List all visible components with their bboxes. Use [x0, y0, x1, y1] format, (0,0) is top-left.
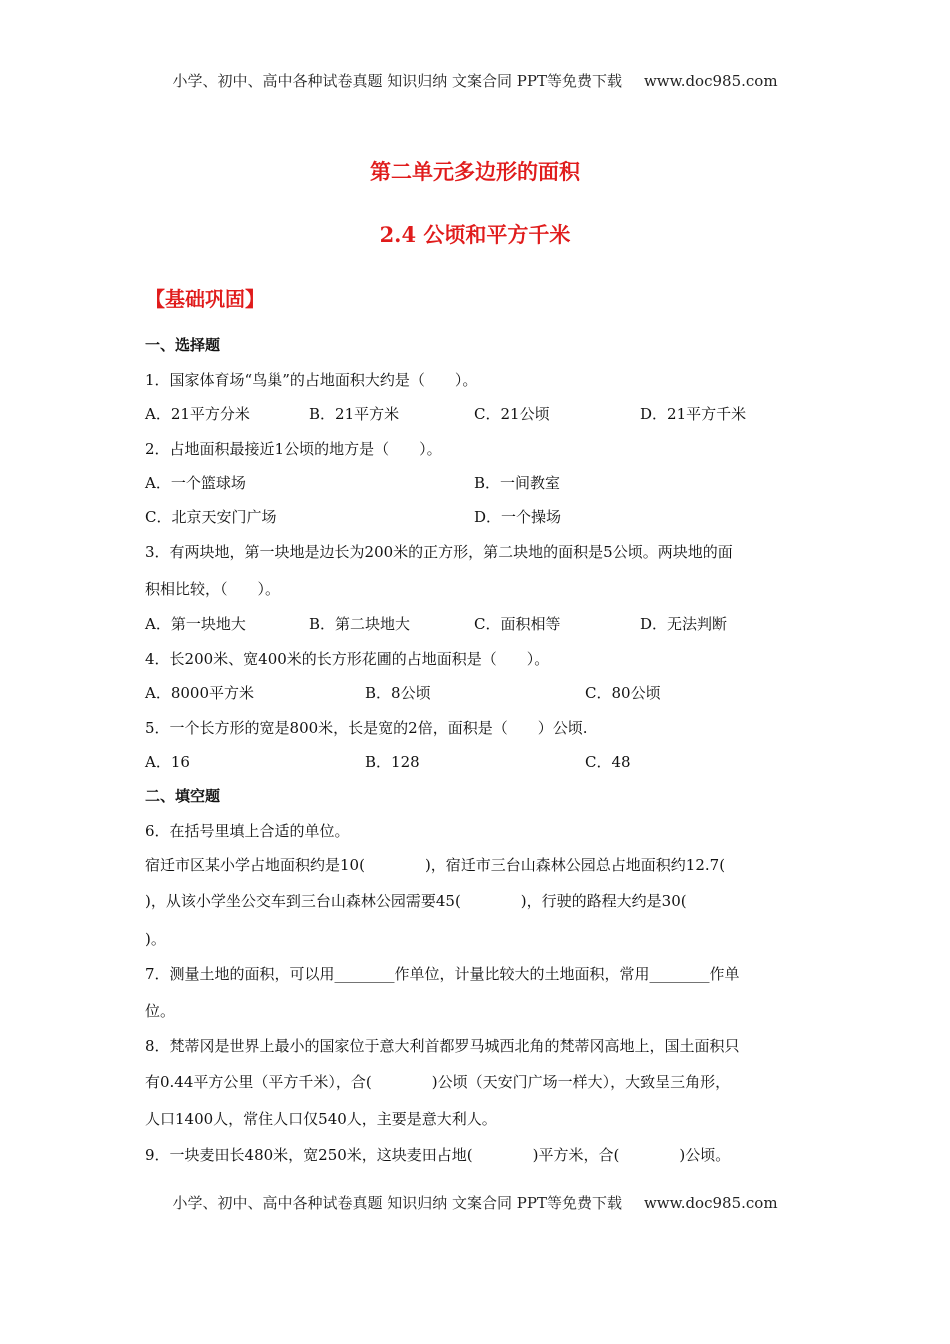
section-heading: 【基础巩固】: [145, 287, 265, 311]
q4-stem: 4．长200米、宽400米的长方形花圃的占地面积是（ ）。: [145, 650, 550, 668]
q1-option-d: D．21平方千米: [640, 405, 747, 423]
header-text: 小学、初中、高中各种试卷真题 知识归纳 文案合同 PPT等免费下载: [172, 72, 622, 90]
q5-stem: 5．一个长方形的宽是800米，长是宽的2倍，面积是（ ）公顷.: [145, 719, 588, 737]
q3-option-a: A．第一块地大: [145, 615, 246, 633]
q2-stem: 2．占地面积最接近1公顷的地方是（ ）。: [145, 440, 442, 458]
q1-option-b: B．21平方米: [309, 405, 400, 423]
q2-option-c: C．北京天安门广场: [145, 508, 277, 526]
q4-option-c: C．80公顷: [585, 684, 661, 702]
q6-line1: 6．在括号里填上合适的单位。: [145, 822, 350, 840]
q8-line2: 有0.44平方公里（平方千米），合( )公顷（天安门广场一样大），大致呈三角形，: [145, 1073, 731, 1091]
header-site: www.doc985.com: [643, 72, 778, 90]
q4-option-b: B．8公顷: [365, 684, 431, 702]
q3-option-d: D．无法判断: [640, 615, 728, 633]
q2-option-a: A．一个篮球场: [145, 474, 246, 492]
q5-option-a: A．16: [145, 753, 190, 771]
q2-option-b: B．一间教室: [474, 474, 561, 492]
q5-option-b: B．128: [365, 753, 420, 771]
q3-option-b: B．第二块地大: [309, 615, 411, 633]
footer-text: 小学、初中、高中各种试卷真题 知识归纳 文案合同 PPT等免费下载: [172, 1194, 622, 1212]
lesson-title: 2.4 公顷和平方千米: [379, 222, 571, 247]
q8-line1: 8．梵蒂冈是世界上最小的国家位于意大利首都罗马城西北角的梵蒂冈高地上，国土面积只: [145, 1037, 740, 1055]
page-footer: [0, 1192, 950, 1213]
q1-option-a: A．21平方分米: [145, 405, 250, 423]
q4-option-a: A．8000平方米: [145, 684, 255, 702]
q9-line1: 9．一块麦田长480米，宽250米，这块麦田占地( )平方米，合( )公顷。: [145, 1146, 731, 1164]
q8-line3: 人口1400人，常住人口仅540人，主要是意大利人。: [145, 1110, 497, 1128]
q1-stem: 1．国家体育场“鸟巢”的占地面积大约是（ ）。: [145, 371, 478, 389]
part2-heading: 二、填空题: [145, 787, 221, 805]
q6-line3: )，从该小学坐公交车到三台山森林公园需要45( )，行驶的路程大约是30(: [145, 892, 687, 910]
part1-heading: 一、选择题: [145, 336, 221, 354]
q7-line2: 位。: [145, 1002, 176, 1020]
q7-line1: 7．测量土地的面积，可以用________作单位，计量比较大的土地面积，常用________作单: [145, 965, 740, 983]
page-header: [0, 70, 950, 91]
q6-line2: 宿迁市区某小学占地面积约是10( )，宿迁市三台山森林公园总占地面积约12.7(: [145, 856, 726, 874]
q5-option-c: C．48: [585, 753, 631, 771]
q2-option-d: D．一个操场: [474, 508, 562, 526]
footer-site: www.doc985.com: [643, 1194, 778, 1212]
q3-stem-line1: 3．有两块地，第一块地是边长为200米的正方形，第二块地的面积是5公顷。两块地的面: [145, 543, 733, 561]
q1-option-c: C．21公顷: [474, 405, 550, 423]
unit-title: 第二单元多边形的面积: [370, 159, 580, 184]
q3-stem-line2: 积相比较，（ ）。: [145, 580, 281, 598]
q3-option-c: C．面积相等: [474, 615, 561, 633]
q6-line4: )。: [145, 930, 166, 948]
